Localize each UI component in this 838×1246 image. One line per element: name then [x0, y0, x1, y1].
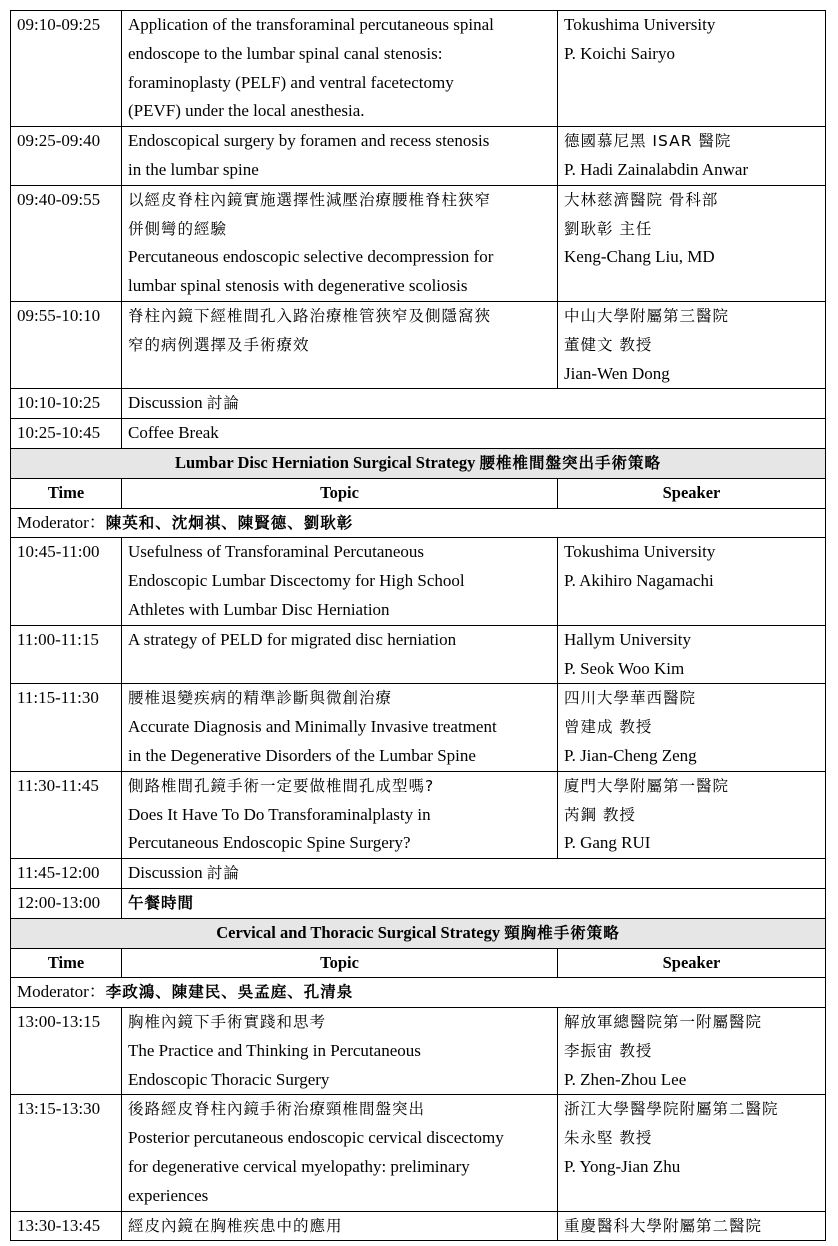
text-line: 中山大學附屬第三醫院 — [564, 306, 730, 325]
session-speaker — [558, 11, 826, 127]
text-line: The Practice and Thinking in Percutaneous — [128, 1040, 421, 1060]
table-row — [11, 185, 826, 301]
text-line: 劉耿彰 主任 — [564, 219, 653, 238]
text-line: 經皮內鏡在胸椎疾患中的應用 — [128, 1216, 343, 1235]
text-line: P. Yong-Jian Zhu — [564, 1157, 681, 1177]
text-line: 頸胸椎手術策略 — [504, 923, 620, 942]
text-line: Endoscopic Lumbar Discectomy for High School — [128, 571, 465, 591]
session-time: 11:45-12:00 — [11, 859, 122, 889]
section-title — [11, 918, 826, 948]
session-topic — [122, 538, 558, 625]
moderator-row — [11, 978, 826, 1008]
table-row — [11, 538, 826, 625]
text-line: Hallym University — [564, 629, 692, 649]
text-line: experiences — [128, 1185, 209, 1205]
text-line: 討論 — [206, 864, 240, 883]
text-line: Tokushima University — [564, 15, 716, 34]
session-time: 10:45-11:00 — [11, 538, 122, 625]
text-line: Accurate Diagnosis and Minimally Invasive treatment — [128, 717, 497, 737]
text-line: Discussion — [128, 393, 207, 413]
session-time: 11:00-11:15 — [11, 625, 122, 684]
table-row — [11, 1211, 826, 1241]
column-header-row — [11, 948, 826, 978]
text-line: Coffee Break — [128, 423, 219, 443]
text-line: Percutaneous Endoscopic Spine Surgery? — [128, 833, 411, 853]
session-time: 11:30-11:45 — [11, 771, 122, 858]
text-line: Tokushima University — [564, 542, 716, 562]
text-line: 曾建成 教授 — [564, 718, 653, 737]
table-row — [11, 771, 826, 858]
moderator-cell — [11, 508, 826, 538]
session-speaker — [558, 538, 826, 625]
text-line: 芮鋼 教授 — [564, 805, 636, 824]
text-line: Endoscopic Thoracic Surgery — [128, 1069, 330, 1089]
text-line: 窄的病例選擇及手術療效 — [128, 335, 310, 354]
text-line: P. Jian-Cheng Zeng — [564, 745, 697, 765]
table-row — [11, 389, 826, 419]
text-line: Percutaneous endoscopic selective decompression for — [128, 247, 494, 267]
text-line: 討論 — [206, 394, 240, 413]
text-line: 腰椎椎間盤突出手術策略 — [479, 453, 661, 472]
session-topic — [122, 185, 558, 301]
session-topic — [122, 11, 558, 127]
session-topic — [122, 419, 826, 449]
table-row — [11, 625, 826, 684]
text-line: Posterior percutaneous endoscopic cervical discectomy — [128, 1128, 504, 1148]
text-line: 側路椎間孔鏡手術一定要做椎間孔成型嗎? — [128, 776, 435, 795]
session-speaker — [558, 1095, 826, 1211]
table-row — [11, 127, 826, 186]
text-line: (PEVF) under the local anesthesia. — [128, 101, 365, 121]
text-line: Jian-Wen Dong — [564, 363, 670, 383]
session-time: 09:25-09:40 — [11, 127, 122, 186]
section-title-row — [11, 448, 826, 478]
text-line: 重慶醫科大學附屬第二醫院 — [564, 1216, 763, 1235]
session-time: 13:00-13:15 — [11, 1008, 122, 1095]
moderator-names: 陳英和、沈炯祺、陳賢德、劉耿彰 — [105, 513, 354, 532]
table-row — [11, 1008, 826, 1095]
session-topic — [122, 1095, 558, 1211]
session-time: 13:30-13:45 — [11, 1211, 122, 1241]
session-topic — [122, 625, 558, 684]
session-speaker — [558, 301, 826, 388]
session-time: 10:25-10:45 — [11, 419, 122, 449]
column-header-topic: Topic — [122, 948, 558, 978]
text-line: Application of the transforaminal percutaneous spinal — [128, 15, 494, 34]
text-line: 董健文 教授 — [564, 335, 653, 354]
session-time: 09:55-10:10 — [11, 301, 122, 388]
text-line: 浙江大學醫學院附屬第二醫院 — [564, 1100, 779, 1119]
moderator-label: Moderator： — [17, 512, 106, 532]
table-row — [11, 888, 826, 918]
session-speaker — [558, 1008, 826, 1095]
moderator-label: Moderator： — [17, 982, 106, 1002]
text-line: P. Zhen-Zhou Lee — [564, 1069, 687, 1089]
text-line: P. Akihiro Nagamachi — [564, 571, 714, 591]
table-row — [11, 11, 826, 127]
session-speaker — [558, 684, 826, 771]
agenda-table — [10, 10, 826, 1241]
column-header-speaker: Speaker — [558, 478, 826, 508]
table-row — [11, 859, 826, 889]
text-line: 脊柱內鏡下經椎間孔入路治療椎管狹窄及側隱窩狹 — [128, 306, 492, 325]
column-header-topic: Topic — [122, 478, 558, 508]
text-line: Usefulness of Transforaminal Percutaneous — [128, 542, 425, 562]
session-topic — [122, 859, 826, 889]
section-title-row — [11, 918, 826, 948]
session-topic — [122, 301, 558, 388]
session-topic bold — [122, 888, 826, 918]
text-line: endoscope to the lumbar spinal canal stenosis: — [128, 43, 443, 63]
moderator-cell — [11, 978, 826, 1008]
text-line: 四川大學華西醫院 — [564, 689, 697, 708]
text-line: Endoscopical surgery by foramen and recess stenosis — [128, 131, 490, 151]
text-line: 朱永堅 教授 — [564, 1129, 653, 1148]
moderator-names: 李政鴻、陳建民、吳孟庭、孔清泉 — [105, 983, 354, 1002]
text-line: P. Gang RUI — [564, 833, 651, 853]
text-line: 李振宙 教授 — [564, 1041, 653, 1060]
session-time: 10:10-10:25 — [11, 389, 122, 419]
session-speaker — [558, 771, 826, 858]
text-line: 以經皮脊柱內鏡實施選擇性減壓治療腰椎脊柱狹窄 — [128, 190, 492, 209]
session-speaker — [558, 127, 826, 186]
text-line: Keng-Chang Liu, MD — [564, 247, 715, 267]
moderator-row — [11, 508, 826, 538]
text-line: Does It Have To Do Transforaminalplasty in — [128, 804, 431, 824]
table-row — [11, 301, 826, 388]
session-time: 12:00-13:00 — [11, 888, 122, 918]
text-line: 併側彎的經驗 — [128, 219, 228, 238]
section-title — [11, 448, 826, 478]
text-line: A strategy of PELD for migrated disc herniation — [128, 629, 457, 649]
column-header-time: Time — [11, 478, 122, 508]
text-line: P. Koichi Sairyo — [564, 43, 675, 63]
text-line: 解放軍總醫院第一附屬醫院 — [564, 1013, 763, 1032]
session-time: 13:15-13:30 — [11, 1095, 122, 1211]
table-row — [11, 1095, 826, 1211]
text-line: 大林慈濟醫院 骨科部 — [564, 190, 719, 209]
text-line: in the lumbar spine — [128, 159, 259, 179]
session-topic — [122, 389, 826, 419]
text-line: Lumbar Disc Herniation Surgical Strategy — [175, 452, 480, 472]
column-header-time: Time — [11, 948, 122, 978]
text-line: Athletes with Lumbar Disc Herniation — [128, 599, 390, 619]
text-line: 午餐時間 — [128, 893, 195, 912]
session-speaker — [558, 185, 826, 301]
session-time: 09:40-09:55 — [11, 185, 122, 301]
text-line: Discussion — [128, 863, 207, 883]
text-line: 腰椎退變疾病的精準診斷與微創治療 — [128, 689, 393, 708]
session-topic — [122, 1211, 558, 1241]
text-line: in the Degenerative Disorders of the Lumbar Spine — [128, 745, 476, 765]
session-topic — [122, 127, 558, 186]
session-speaker — [558, 1211, 826, 1241]
text-line: lumbar spinal stenosis with degenerative scoliosis — [128, 276, 468, 296]
session-topic — [122, 1008, 558, 1095]
session-time: 09:10-09:25 — [11, 11, 122, 127]
table-row — [11, 419, 826, 449]
text-line: P. Hadi Zainalabdin Anwar — [564, 159, 749, 179]
session-time: 11:15-11:30 — [11, 684, 122, 771]
text-line: Cervical and Thoracic Surgical Strategy — [216, 922, 505, 942]
text-line: 廈門大學附屬第一醫院 — [564, 776, 730, 795]
column-header-row — [11, 478, 826, 508]
column-header-speaker: Speaker — [558, 948, 826, 978]
session-topic — [122, 771, 558, 858]
table-row — [11, 684, 826, 771]
text-line: 胸椎內鏡下手術實踐和思考 — [128, 1013, 327, 1032]
session-speaker — [558, 625, 826, 684]
session-topic — [122, 684, 558, 771]
text-line: 德國慕尼黑 ISAR 醫院 — [564, 132, 732, 151]
text-line: 後路經皮脊柱內鏡手術治療頸椎間盤突出 — [128, 1100, 426, 1119]
text-line: P. Seok Woo Kim — [564, 658, 685, 678]
text-line: foraminoplasty (PELF) and ventral facetectomy — [128, 72, 454, 92]
text-line: for degenerative cervical myelopathy: preliminary — [128, 1157, 470, 1177]
agenda-body — [11, 11, 826, 1241]
